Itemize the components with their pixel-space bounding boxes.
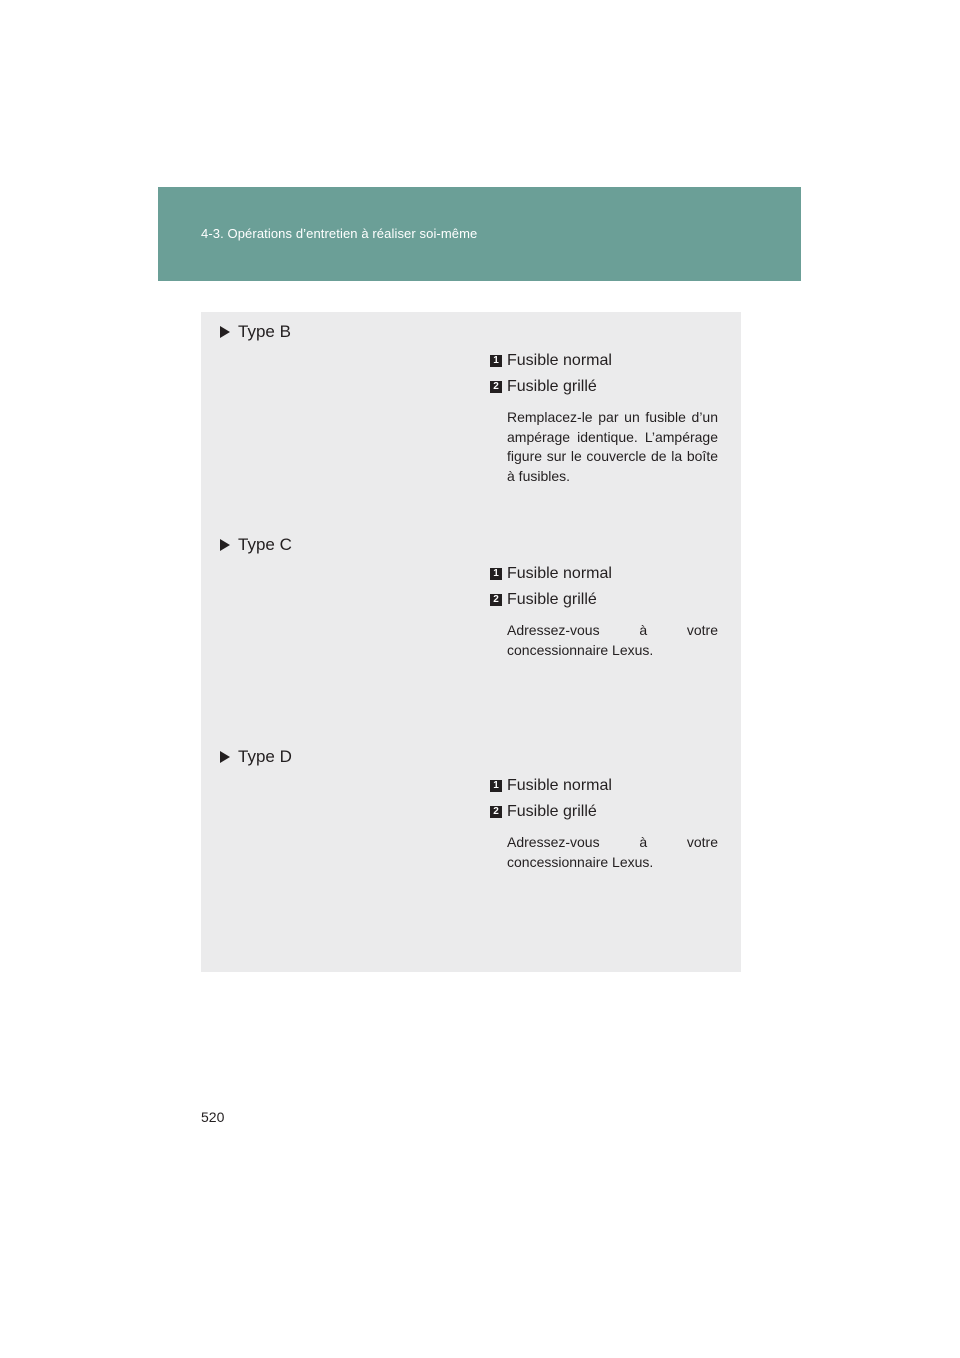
legend-label: Fusible normal (507, 565, 612, 582)
type-heading-label: Type D (238, 747, 292, 766)
legend-item-normal-fuse (490, 565, 612, 583)
instruction-note: Adressez-vous à votre concessionnaire Lexus. (507, 622, 718, 658)
number-badge-icon: 2 (490, 594, 502, 606)
type-heading-label: Type B (238, 322, 291, 341)
type-heading-label: Type C (238, 535, 292, 554)
triangle-arrow-icon (220, 326, 230, 338)
triangle-arrow-icon (220, 539, 230, 551)
instruction-note: Remplacez-le par un fusible d’un ampérage identique. L’ampérage figure sur le couvercle de la boîte à fusibles. (507, 409, 718, 484)
legend-label: Fusible grillé (507, 591, 597, 608)
section-type-d (201, 737, 741, 937)
legend-label: Fusible grillé (507, 803, 597, 820)
page-number: 520 (201, 1109, 225, 1125)
type-heading (220, 535, 292, 555)
legend-item-blown-fuse (490, 378, 597, 396)
legend-label: Fusible grillé (507, 378, 597, 395)
instruction-note: Adressez-vous à votre concessionnaire Lexus. (507, 834, 718, 870)
number-badge-icon: 2 (490, 806, 502, 818)
number-badge-icon: 1 (490, 568, 502, 580)
chapter-header-band (158, 187, 801, 281)
section-type-c (201, 525, 741, 725)
number-badge-icon: 1 (490, 355, 502, 367)
legend-item-normal-fuse (490, 777, 612, 795)
type-heading (220, 322, 291, 342)
triangle-arrow-icon (220, 751, 230, 763)
number-badge-icon: 2 (490, 381, 502, 393)
section-type-b (201, 312, 741, 512)
legend-item-blown-fuse (490, 803, 597, 821)
type-heading (220, 747, 292, 767)
legend-item-normal-fuse (490, 352, 612, 370)
fuse-types-panel (201, 312, 741, 972)
legend-label: Fusible normal (507, 352, 612, 369)
legend-label: Fusible normal (507, 777, 612, 794)
chapter-title: 4-3. Opérations d’entretien à réaliser soi-même (201, 226, 478, 241)
legend-item-blown-fuse (490, 591, 597, 609)
number-badge-icon: 1 (490, 780, 502, 792)
